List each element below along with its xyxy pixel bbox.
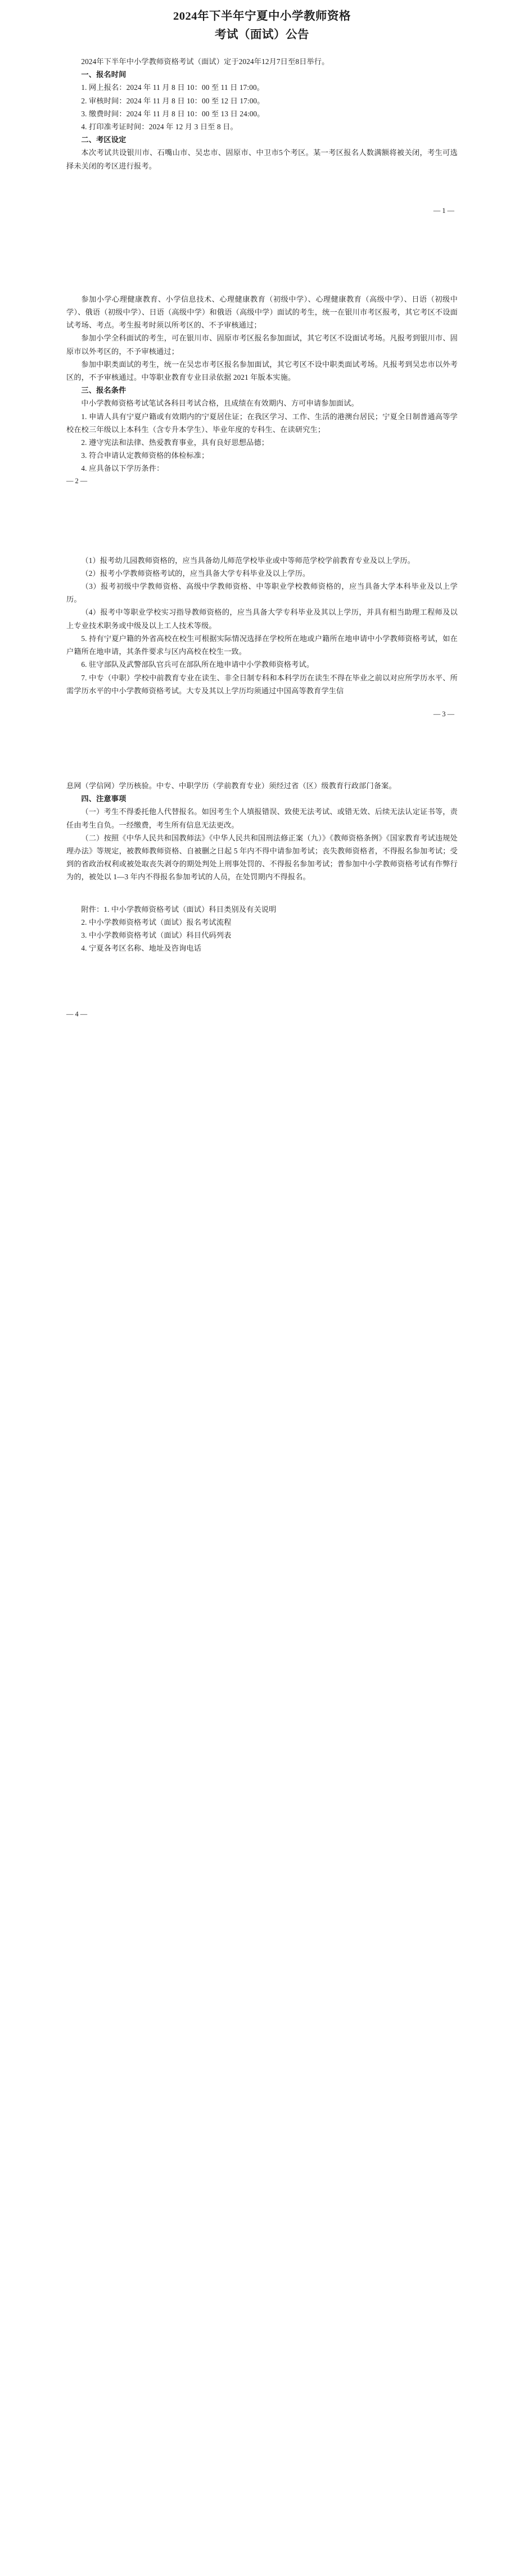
paragraph: （一）考生不得委托他人代替报名。如因考生个人填报错误、致使无法考试、或错无效、后续无法认定证书等，责任由考生自负。一经缴费，考生所有信息无法更改。: [66, 807, 458, 829]
paragraph: 参加中职类面试的考生，统一在吴忠市考区报名参加面试，其它考区不设中职类面试考场。凡报考到吴忠市以外考区的，不予审核通过。中等职业教育专业目录依据 2021 年版本实施。: [66, 360, 458, 382]
page-number-4: — 4 —: [66, 1010, 88, 1019]
section-heading-3: 三、报名条件: [81, 386, 127, 395]
paragraph: 息网（学信网）学历核验。中专、中职学历（学前教育专业）须经过省（区）级教育行政部门备案。: [66, 781, 396, 790]
paragraph: 4. 打印准考证时间：2024 年 12 月 3 日至 8 日。: [81, 122, 238, 131]
paragraph: 7. 中专（中职）学校中前教育专业在读生、非全日制专科和本科学历在读生不得在毕业之前以对应所学历水平、所需学历水平的中小学教师资格考试。大专及其以上学历均须通过中国高等教育学生信: [66, 673, 458, 695]
paragraph: 5. 持有宁夏户籍的外省高校在校生可根据实际情况选择在学校所在地或户籍所在地申请中小学教师资格考试，如在户籍所在地申请，其条件要求与区内高校在校生一致。: [66, 634, 458, 656]
paragraph: 2024年下半年中小学教师资格考试（面试）定于2024年12月7日至8日举行。: [81, 57, 329, 66]
page-number-1: — 1 —: [433, 206, 454, 215]
section-heading-1: 一、报名时间: [81, 70, 127, 79]
paragraph: 3. 符合申请认定教师资格的体检标准；: [81, 451, 209, 460]
document-root: [0, 0, 524, 1025]
paragraph: 2. 审核时间：2024 年 11 月 8 日 10：00 至 12 日 17:00。: [81, 96, 265, 105]
paragraph: 1. 申请人具有宁夏户籍或有效期内的宁夏居住证；在我区学习、工作、生活的港澳台居民；宁夏全日制普通高等学校在校三年级以上本科生（含专升本学生）、毕业年度的专科生、在读研究生；: [66, 412, 458, 434]
page-break: [0, 492, 524, 507]
paragraph: （二）按照《中华人民共和国教师法》《中华人民共和国刑法修正案（九）》《教师资格条例》《国家教育考试违规处理办法》等规定，被教师教师资格、自被删之日起 5 年内不得中请参加考试；丧失教师资格者，不得报名参加考试；受到的省政治权利或被处取丧失剥夺的期处判处上刑事处罚的、不得报名参加考试；普参加中小学教师资格考试有作弊行为的，被处以 1—3 年内不得报名参加考试的人员，在处罚期内不得报名。: [66, 833, 458, 882]
paragraph: 2. 遵守宪法和法律、热爱教育事业，具有良好思想品德；: [81, 438, 269, 447]
document-page-2: [0, 242, 524, 492]
paragraph: 6. 驻守部队及武警部队官兵可在部队所在地申请中小学教师资格考试。: [81, 660, 314, 669]
attachment-item: 4. 宁夏各考区名称、地址及咨询电话: [81, 944, 202, 953]
document-page-1: [0, 0, 524, 228]
page-break: [0, 228, 524, 242]
page-title-line-1: 2024年下半年宁夏中小学教师资格: [173, 10, 351, 22]
attachment-item: 3. 中小学教师资格考试（面试）科目代码列表: [81, 930, 232, 939]
page-title-line-2: 考试（面试）公告: [215, 29, 309, 41]
paragraph: （1）报考幼儿园教师资格的，应当具备幼儿师范学校毕业或中等师范学校学前教育专业及以上学历。: [81, 556, 415, 565]
attachment-item: 附件：1. 中小学教师资格考试（面试）科目类别及有关说明: [81, 905, 277, 914]
page-number-3: — 3 —: [433, 710, 454, 718]
document-page-4: [0, 740, 524, 1025]
paragraph: 4. 应具备以下学历条件：: [81, 464, 164, 473]
paragraph: （2）报考小学教师资格考试的，应当具备大学专科毕业及以上学历。: [81, 569, 310, 578]
paragraph: 参加小学心理健康教育、小学信息技术、心理健康教育（初级中学）、心理健康教育（高级中学）、日语（初级中学）、俄语（初级中学）、日语（高级中学）和俄语（高级中学）面试的考生，统一在银川市考区报考，其它考区不设面试考场、考点。考生报考时须以所考区的、不予审核通过；: [66, 294, 458, 330]
attachment-item: 2. 中小学教师资格考试（面试）报名考试流程: [81, 917, 232, 926]
section-heading-4: 四、注意事项: [81, 794, 127, 803]
paragraph: 参加小学全科面试的考生，可在银川市、固原市考区报名参加面试，其它考区不设面试考场。凡报考到银川市、固原市以外考区的，不予审核通过；: [66, 334, 458, 356]
page-break: [0, 725, 524, 740]
paragraph: （3）报考初级中学教师资格、高级中学教师资格、中等职业学校教师资格的，应当具备大学本科毕业及以上学历。: [66, 582, 458, 604]
paragraph: 1. 网上报名：2024 年 11 月 8 日 10：00 至 11 日 17:00。: [81, 83, 265, 92]
paragraph: 3. 缴费时间：2024 年 11 月 8 日 10：00 至 13 日 24:00。: [81, 109, 265, 118]
paragraph: 本次考试共设银川市、石嘴山市、吴忠市、固原市、中卫市5个考区。某一考区报名人数满额将被关闭，考生可选择未关闭的考区进行报考。: [66, 148, 458, 170]
page-number-2: — 2 —: [66, 476, 88, 485]
document-page-3: [0, 507, 524, 725]
paragraph: （4）报考中等职业学校实习指导教师资格的，应当具备大学专科毕业及其以上学历，并具有相当助理工程师及以上专业技术职务或中级及以上工人技术等级。: [66, 608, 458, 630]
section-heading-2: 二、考区设定: [81, 135, 127, 144]
paragraph: 中小学教师资格考试笔试各科目考试合格，且成绩在有效期内、方可申请参加面试。: [81, 399, 359, 408]
